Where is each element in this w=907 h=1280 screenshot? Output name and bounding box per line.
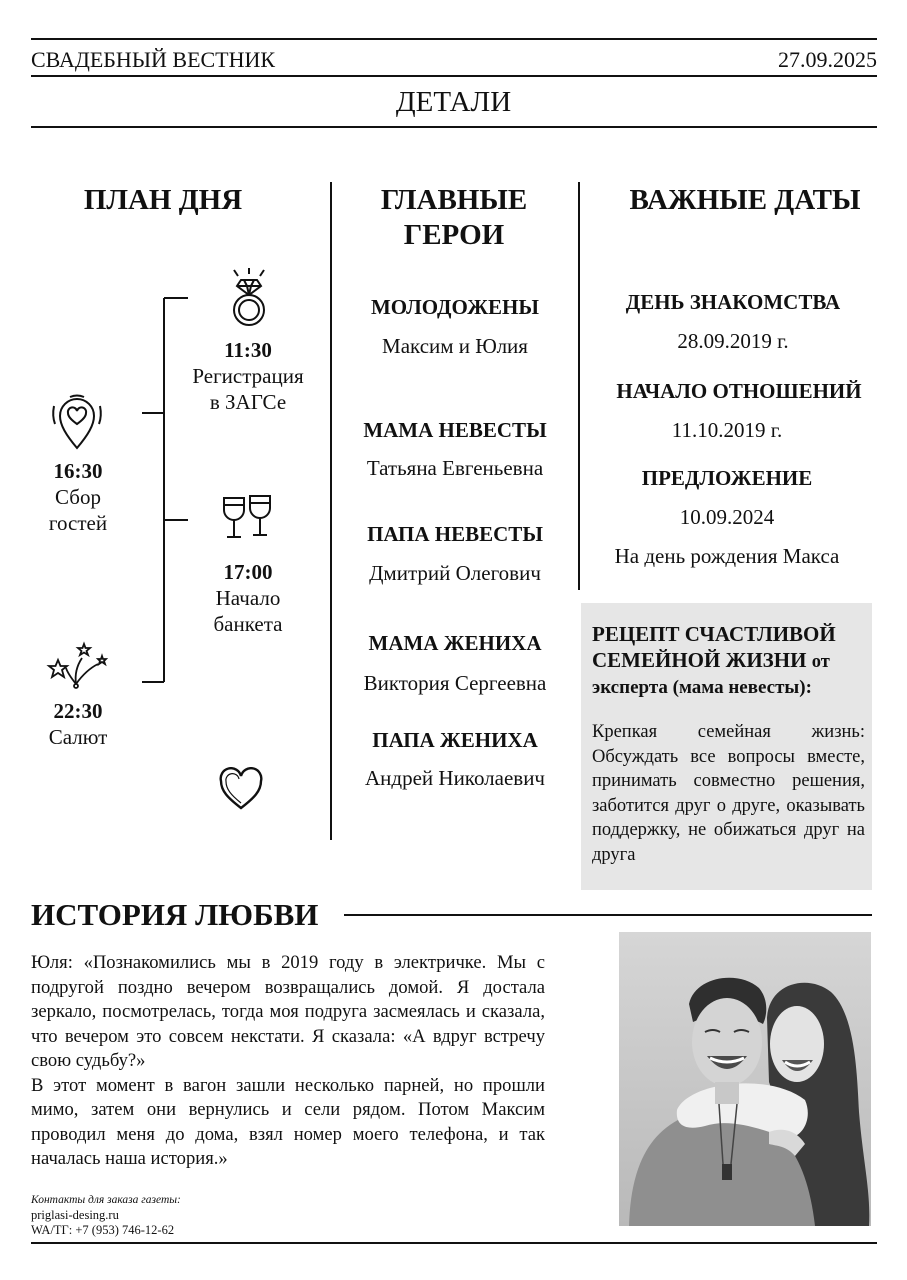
section-title: ДЕТАЛИ	[395, 86, 512, 118]
heroes-title-line2: ГЕРОИ	[403, 219, 505, 251]
hero-name-newlyweds: Максим и Юлия	[382, 334, 528, 358]
love-story-rule	[344, 914, 872, 916]
ring-icon	[224, 266, 274, 328]
date-value-meeting: 28.09.2019 г.	[677, 329, 789, 353]
hero-role-groom-mother: МАМА ЖЕНИХА	[368, 631, 542, 655]
plan-title: ПЛАН ДНЯ	[83, 184, 243, 216]
date-value-relationship: 11.10.2019 г.	[671, 418, 783, 442]
event-time-1130: 11:30	[224, 338, 272, 362]
date-label-relationship: НАЧАЛО ОТНОШЕНИЙ	[616, 379, 862, 403]
love-story-paragraph-2: В этот момент в вагон зашли несколько парней, но прошли мимо, затем они вернулись и сели рядом. Потом Максим проводил меня до дома, взял номер моего телефона, и так началась наша история.»	[31, 1074, 545, 1169]
love-story-title: ИСТОРИЯ ЛЮБВИ	[31, 897, 319, 932]
event-time-2230: 22:30	[53, 699, 103, 723]
hero-name-bride-mother: Татьяна Евгеньевна	[366, 456, 544, 480]
contacts-phone[interactable]: WA/ТГ: +7 (953) 746-12-62	[31, 1223, 175, 1237]
event-label-1130-line2: в ЗАГСе	[209, 390, 287, 414]
location-heart-icon	[50, 392, 104, 450]
heroes-title-line1: ГЛАВНЫЕ	[380, 184, 528, 216]
masthead-top-rule	[31, 38, 877, 40]
date-label-meeting: ДЕНЬ ЗНАКОМСТВА	[625, 290, 841, 314]
date-label-proposal: ПРЕДЛОЖЕНИЕ	[641, 466, 813, 490]
date-value-proposal: 10.09.2024	[679, 505, 775, 529]
event-label-2230: Салют	[48, 725, 108, 749]
date-note-proposal: На день рождения Макса	[614, 544, 840, 568]
section-rule	[31, 126, 877, 128]
hero-role-groom-father: ПАПА ЖЕНИХА	[372, 728, 538, 752]
couple-photo	[619, 932, 871, 1226]
recipe-title-bold: СЕМЕЙНОЙ ЖИЗНИ	[592, 648, 807, 672]
column-divider-left	[330, 182, 332, 840]
event-label-1630-line1: Сбор	[55, 485, 101, 509]
heart-icon	[218, 767, 264, 811]
event-time-1700: 17:00	[223, 560, 273, 584]
hero-role-bride-father: ПАПА НЕВЕСТЫ	[367, 522, 543, 546]
recipe-body: Крепкая семейная жизнь: Обсуждать все вопросы вместе, принимать совместно решения, заботится друг о друге, оказывать поддержку, не обижаться друг на друга	[592, 722, 865, 865]
event-label-1700-line1: Начало	[215, 586, 281, 610]
love-story-paragraph-1: Юля: «Познакомились мы в 2019 году в электричке. Мы с подругой поздно вечером возвращались домой. Я достала зеркало, посмотрелась, тогда моя подруга засмеялась и сказала, что вечером это совсем некстати. Я сказала: «А вдруг встречу свою судьбу?»	[31, 952, 545, 1071]
love-story-text	[31, 951, 545, 1172]
hero-role-bride-mother: МАМА НЕВЕСТЫ	[363, 418, 547, 442]
hero-role-newlyweds: МОЛОДОЖЕНЫ	[370, 295, 540, 319]
hero-name-groom-father: Андрей Николаевич	[365, 766, 545, 790]
hero-name-groom-mother: Виктория Сергеевна	[363, 671, 547, 695]
contacts-label: Контакты для заказа газеты:	[31, 1194, 181, 1206]
event-label-1130-line1: Регистрация	[192, 364, 304, 388]
event-time-1630: 16:30	[53, 459, 103, 483]
footer-rule	[31, 1242, 877, 1244]
hero-name-bride-father: Дмитрий Олегович	[369, 561, 541, 585]
recipe-title-line2	[592, 647, 830, 675]
dates-title: ВАЖНЫЕ ДАТЫ	[629, 184, 861, 216]
masthead-rule	[31, 75, 877, 77]
wine-glasses-icon	[220, 490, 276, 544]
masthead-date: 27.09.2025	[778, 47, 877, 72]
recipe-title-line3: эксперта (мама невесты):	[592, 677, 812, 698]
recipe-title-line1: РЕЦЕПТ СЧАСТЛИВОЙ	[592, 622, 836, 646]
contacts-site[interactable]: priglasi-desing.ru	[31, 1208, 119, 1222]
fireworks-icon	[44, 640, 110, 692]
recipe-title-from: от	[811, 652, 830, 672]
masthead-title: СВАДЕБНЫЙ ВЕСТНИК	[31, 47, 276, 72]
event-label-1700-line2: банкета	[213, 612, 283, 636]
event-label-1630-line2: гостей	[48, 511, 108, 535]
